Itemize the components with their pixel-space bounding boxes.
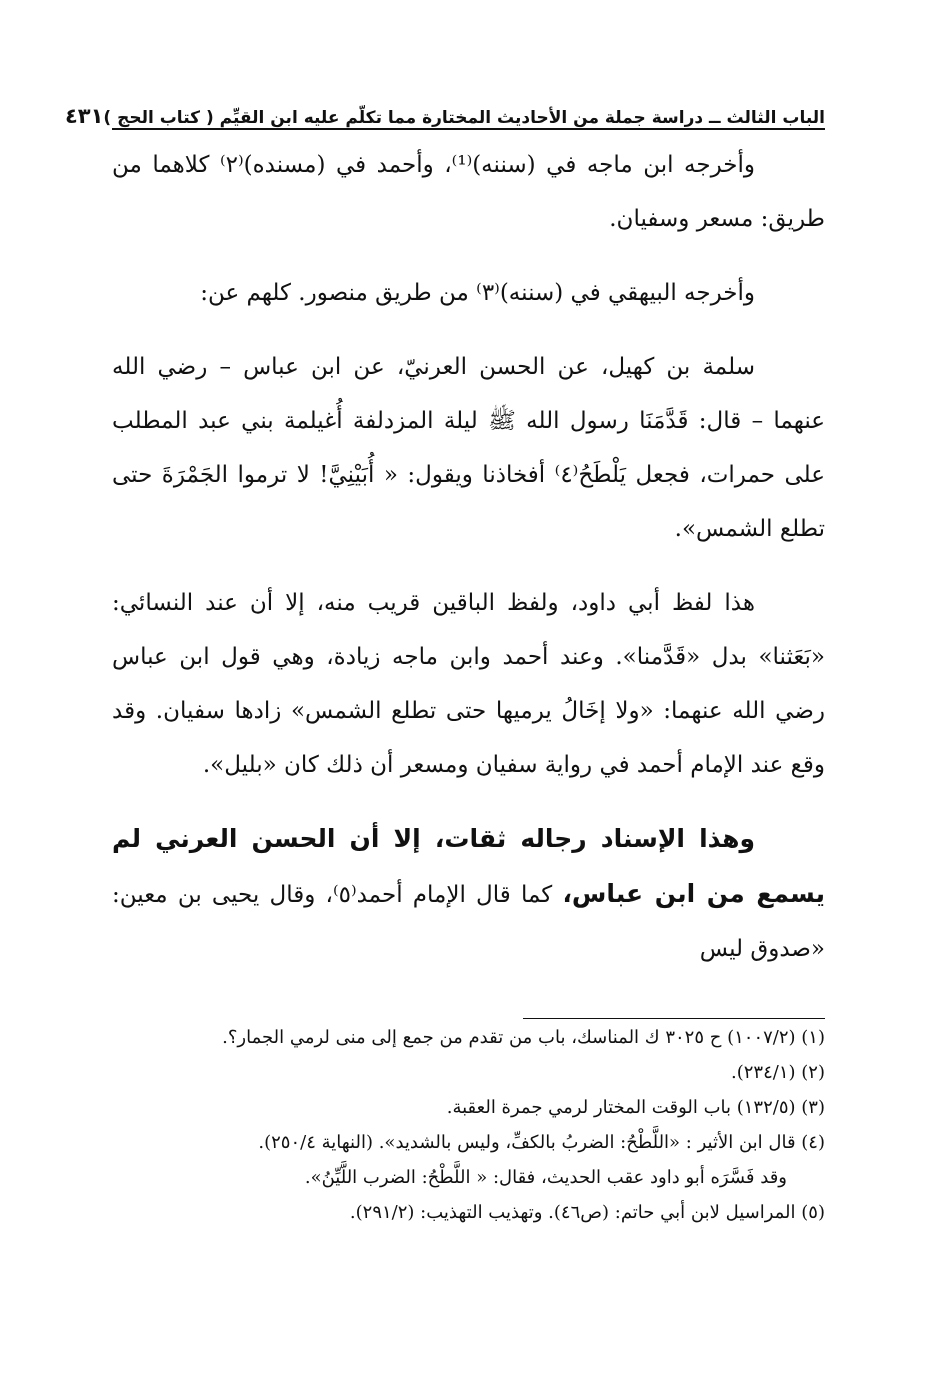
footnote-4-continuation: وقد فَسَّرَه أبو داود عقب الحديث، فقال: « اللَّطْحُ: الضرب اللَّيِّنُ». <box>304 1167 787 1188</box>
footnote-3: (٣) (١٣٢/٥) باب الوقت المختار لرمي جمرة العقبة. <box>446 1097 825 1118</box>
footnote-5: (٥) المراسيل لابن أبي حاتم: (ص٤٦). وتهذيب التهذيب: (٢٩١/٢). <box>349 1202 825 1223</box>
paragraph-2: وأخرجه البيهقي في (سننه)⁽٣⁾ من طريق منصور. كلهم عن: <box>200 280 755 306</box>
chapter-title: الباب الثالث ــ دراسة جملة من الأحاديث المختارة مما تكلّم عليه ابن القيِّم ( كتاب الحج ) <box>103 108 825 128</box>
paragraph-4: هذا لفظ أبي داود، ولفظ الباقين قريب منه، إلا أن عند النسائي: «بَعَثنا» بدل «قَدَّمنا». وعند أحمد وابن ماجه زيادة، وهي قول ابن عباس رضي الله عنهما: «ولا إخَالُ يرميها حتى تطلع الشمس» زادها سفيان. وقد وقع عند الإمام أحمد في رواية سفيان ومسعر أن ذلك كان «بليل». <box>112 590 825 778</box>
footnote-1: (١) (١٠٠٧/٢) ح ٣٠٢٥ ك المناسك، باب من تقدم من جمع إلى منى لرمي الجمار؟. <box>222 1027 825 1048</box>
paragraph-3: سلمة بن كهيل، عن الحسن العرنيّ، عن ابن عباس – رضي الله عنهما – قال: قَدَّمَنَا رسول الله ﷺ ليلة المزدلفة أُغيلمة بني عبد المطلب على حمرات، فجعل يَلْطَحُ⁽٤⁾ أفخاذنا ويقول: « أُبَيْنِيَّ! لا ترموا الجَمْرَةَ حتى تطلع الشمس». <box>112 354 825 542</box>
page-number: ٤٣١ <box>64 104 104 128</box>
paragraph-1: وأخرجه ابن ماجه في (سننه)⁽¹⁾، وأحمد في (مسنده)⁽٢⁾ كلاهما من طريق: مسعر وسفيان. <box>112 152 825 232</box>
running-header <box>64 88 825 130</box>
footnote-4: (٤) قال ابن الأثير : «اللَّطْحُ: الضربُ بالكفِّ، وليس بالشديد». (النهاية ٢٥٠/٤). <box>258 1132 825 1153</box>
footnote-2: (٢) (٢٣٤/١). <box>731 1062 825 1083</box>
paragraph-5 <box>112 812 825 976</box>
footnotes <box>112 1020 825 1230</box>
bold-ruling: وهذا الإسناد رجاله ثقات، إلا أن الحسن العرني لم يسمع من ابن عباس، <box>112 824 825 908</box>
paragraph-5-rest: كما قال الإمام أحمد⁽٥⁾، وقال يحيى بن معين: «صدوق ليس <box>112 882 825 962</box>
main-text <box>112 138 825 976</box>
footnote-separator <box>523 1018 825 1019</box>
